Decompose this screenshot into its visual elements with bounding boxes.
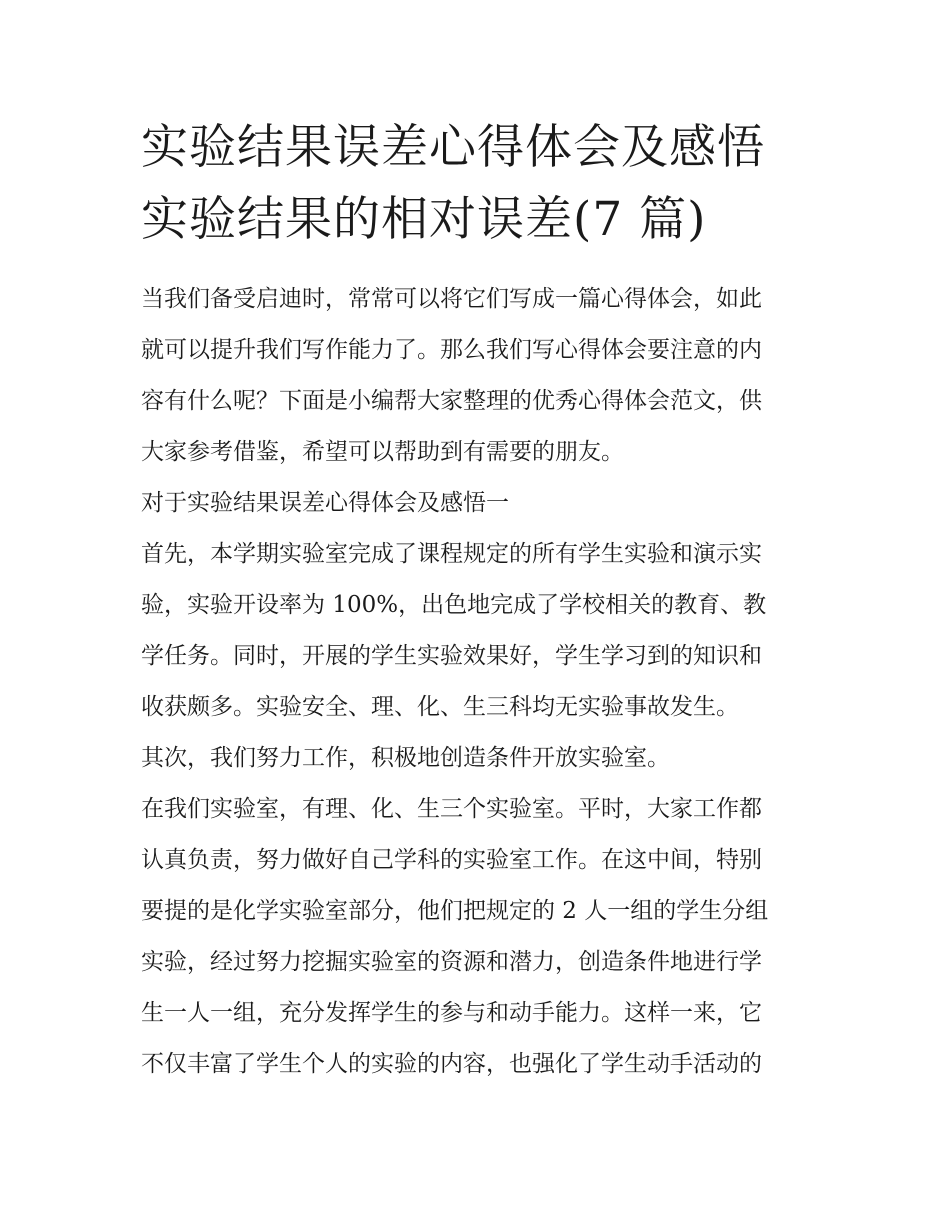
text-line: 要提的是化学实验室部分，他们把规定的 2 人一组的学生分组 <box>141 898 769 924</box>
text-line: 学任务。同时，开展的学生实验效果好，学生学习到的知识和 <box>141 643 762 669</box>
text-line: 对于实验结果误差心得体会及感悟一 <box>141 490 509 516</box>
text-line: 实验，经过努力挖掘实验室的资源和潜力，创造条件地进行学 <box>141 949 762 975</box>
title-line: 实验结果的相对误差(7 篇) <box>141 192 707 247</box>
body-paragraph <box>141 733 813 784</box>
text-line: 认真负责，努力做好自己学科的实验室工作。在这中间，特别 <box>141 847 762 873</box>
document-title <box>141 112 813 256</box>
text-line: 大家参考借鉴，希望可以帮助到有需要的朋友。 <box>141 439 624 465</box>
body-paragraph <box>141 784 813 1090</box>
document-body <box>141 274 813 1090</box>
text-line: 其次，我们努力工作，积极地创造条件开放实验室。 <box>141 745 670 771</box>
document-content <box>141 112 813 1090</box>
text-line: 不仅丰富了学生个人的实验的内容，也强化了学生动手活动的 <box>141 1051 762 1077</box>
text-line: 在我们实验室，有理、化、生三个实验室。平时，大家工作都 <box>141 796 762 822</box>
text-line: 当我们备受启迪时，常常可以将它们写成一篇心得体会，如此 <box>141 286 762 312</box>
intro-paragraph <box>141 274 813 478</box>
text-line: 验，实验开设率为 100%，出色地完成了学校相关的教育、教 <box>141 592 767 618</box>
text-line: 容有什么呢？下面是小编帮大家整理的优秀心得体会范文，供 <box>141 388 762 414</box>
text-line: 生一人一组，充分发挥学生的参与和动手能力。这样一来，它 <box>141 1000 762 1026</box>
text-line: 收获颇多。实验安全、理、化、生三科均无实验事故发生。 <box>141 694 739 720</box>
text-line: 就可以提升我们写作能力了。那么我们写心得体会要注意的内 <box>141 337 762 363</box>
text-line: 首先，本学期实验室完成了课程规定的所有学生实验和演示实 <box>141 541 762 567</box>
body-paragraph <box>141 529 813 733</box>
title-line: 实验结果误差心得体会及感悟 <box>141 120 765 175</box>
section-heading <box>141 478 813 529</box>
